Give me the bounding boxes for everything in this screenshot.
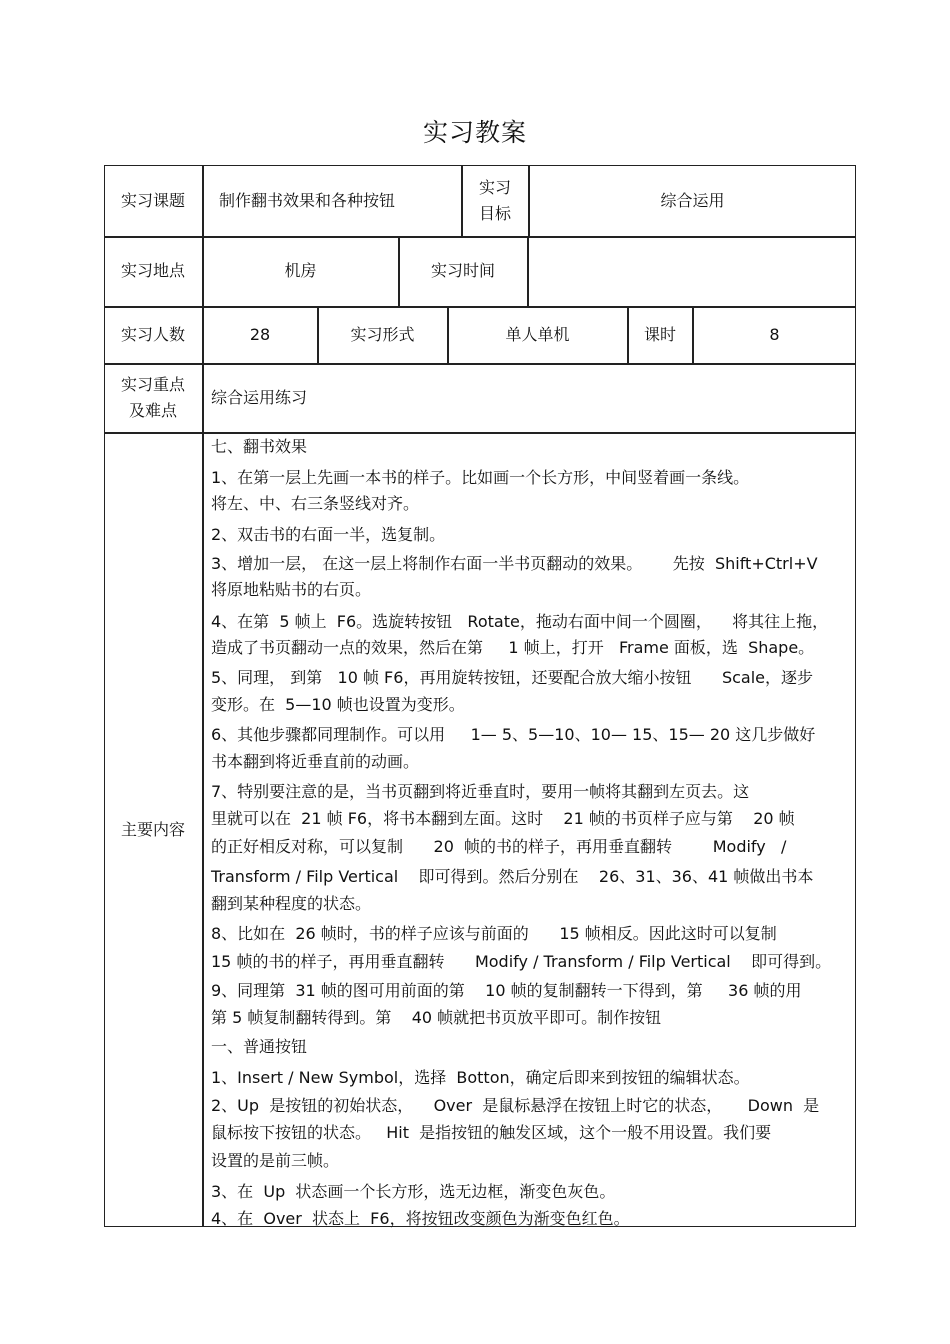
- form-value: 单人单机: [505, 324, 570, 344]
- goal-label-line-1: 实习: [478, 177, 511, 197]
- time-value: [528, 236, 856, 306]
- goal-label: [462, 165, 528, 236]
- goal-value: 综合运用: [660, 190, 725, 210]
- focus-label: [104, 363, 202, 432]
- content-line: 将左、中、右三条竖线对齐。: [211, 494, 420, 513]
- content-line: 9、同理第 31 帧的图可用前面的第 10 帧的复制翻转一下得到，第 36 帧的用: [211, 981, 802, 1000]
- content-line: 一、普通按钮: [211, 1037, 308, 1056]
- content-line: 七、翻书效果: [211, 437, 308, 456]
- page-title: 实习教案: [422, 118, 527, 147]
- content-line: 4、在 Over 状态上 F6，将按钮改变颜色为渐变色红色。: [211, 1209, 630, 1228]
- content-line: 第 5 帧复制翻转得到。第 40 帧就把书页放平即可。制作按钮: [211, 1008, 662, 1027]
- content-line: 鼠标按下按钮的状态。 Hit 是指按钮的触发区域，这个一般不用设置。我们要: [211, 1123, 772, 1142]
- time-label: 实习时间: [430, 261, 495, 280]
- content-line: 书本翻到将近垂直前的动画。: [211, 752, 420, 771]
- topic-value: 制作翻书效果和各种按钮: [219, 190, 396, 210]
- focus-label-line-1: 实习重点: [120, 374, 185, 394]
- focus-value: 综合运用练习: [211, 387, 308, 407]
- place-value: 机房: [284, 261, 317, 280]
- content-line: 1、Insert / New Symbol，选择 Botton，确定后即来到按钮的编辑状态。: [211, 1068, 750, 1087]
- content-line: 2、双击书的右面一半，选复制。: [211, 525, 446, 544]
- content-line: 1、在第一层上先画一本书的样子。比如画一个长方形，中间竖着画一条线。: [211, 468, 750, 487]
- count-label: 实习人数: [120, 324, 185, 344]
- place-label: 实习地点: [120, 261, 185, 280]
- content-line: 里就可以在 21 帧 F6，将书本翻到左面。这时 21 帧的书页样子应与第 20 帧: [211, 809, 795, 828]
- content-line: 3、增加一层， 在这一层上将制作右面一半书页翻动的效果。 先按 Shift+Ctrl+V: [211, 554, 818, 573]
- focus-label-line-2: 及难点: [128, 400, 177, 420]
- content-line: Transform / Filp Vertical 即可得到。然后分别在 26、31、36、41 帧做出书本: [211, 867, 814, 886]
- form-label: 实习形式: [350, 324, 415, 344]
- content-line: 的正好相反对称，可以复制 20 帧的书的样子，再用垂直翻转 Modify /: [211, 837, 787, 856]
- content-line: 设置的是前三帧。: [211, 1151, 340, 1170]
- hours-value: 8: [769, 324, 780, 344]
- content-line: 2、Up 是按钮的初始状态， Over 是鼠标悬浮在按钮上时它的状态， Down 是: [211, 1096, 820, 1115]
- content-line: 15 帧的书的样子，再用垂直翻转 Modify / Transform / Filp Vertical 即可得到。: [211, 952, 832, 971]
- count-value: 28: [249, 324, 271, 344]
- content-line: 6、其他步骤都同理制作。可以用 1— 5、5—10、10— 15、15— 20 这几步做好: [211, 725, 816, 744]
- main-content-body: [211, 432, 851, 1227]
- content-line: 造成了书页翻动一点的效果，然后在第 1 帧上，打开 Frame 面板，选 Shape。: [211, 638, 815, 657]
- content-line: 3、在 Up 状态画一个长方形，选无边框，渐变色灰色。: [211, 1182, 616, 1201]
- content-line: 翻到某种程度的状态。: [211, 894, 372, 913]
- content-line: 变形。在 5—10 帧也设置为变形。: [211, 695, 465, 714]
- content-line: 8、比如在 26 帧时，书的样子应该与前面的 15 帧相反。因此这时可以复制: [211, 924, 777, 943]
- main-content-label: 主要内容: [120, 819, 185, 839]
- topic-label: 实习课题: [120, 190, 185, 210]
- content-line: 5、同理， 到第 10 帧 F6，再用旋转按钮，还要配合放大缩小按钮 Scale，逐步: [211, 668, 814, 687]
- content-line: 7、特别要注意的是，当书页翻到将近垂直时，要用一帧将其翻到左页去。这: [211, 782, 750, 801]
- content-line: 4、在第 5 帧上 F6。选旋转按钮 Rotate，拖动右面中间一个圆圈， 将其往上拖，: [211, 612, 829, 631]
- goal-label-line-2: 目标: [478, 203, 511, 223]
- content-line: 将原地粘贴书的右页。: [211, 580, 372, 599]
- hours-label: 课时: [643, 324, 676, 344]
